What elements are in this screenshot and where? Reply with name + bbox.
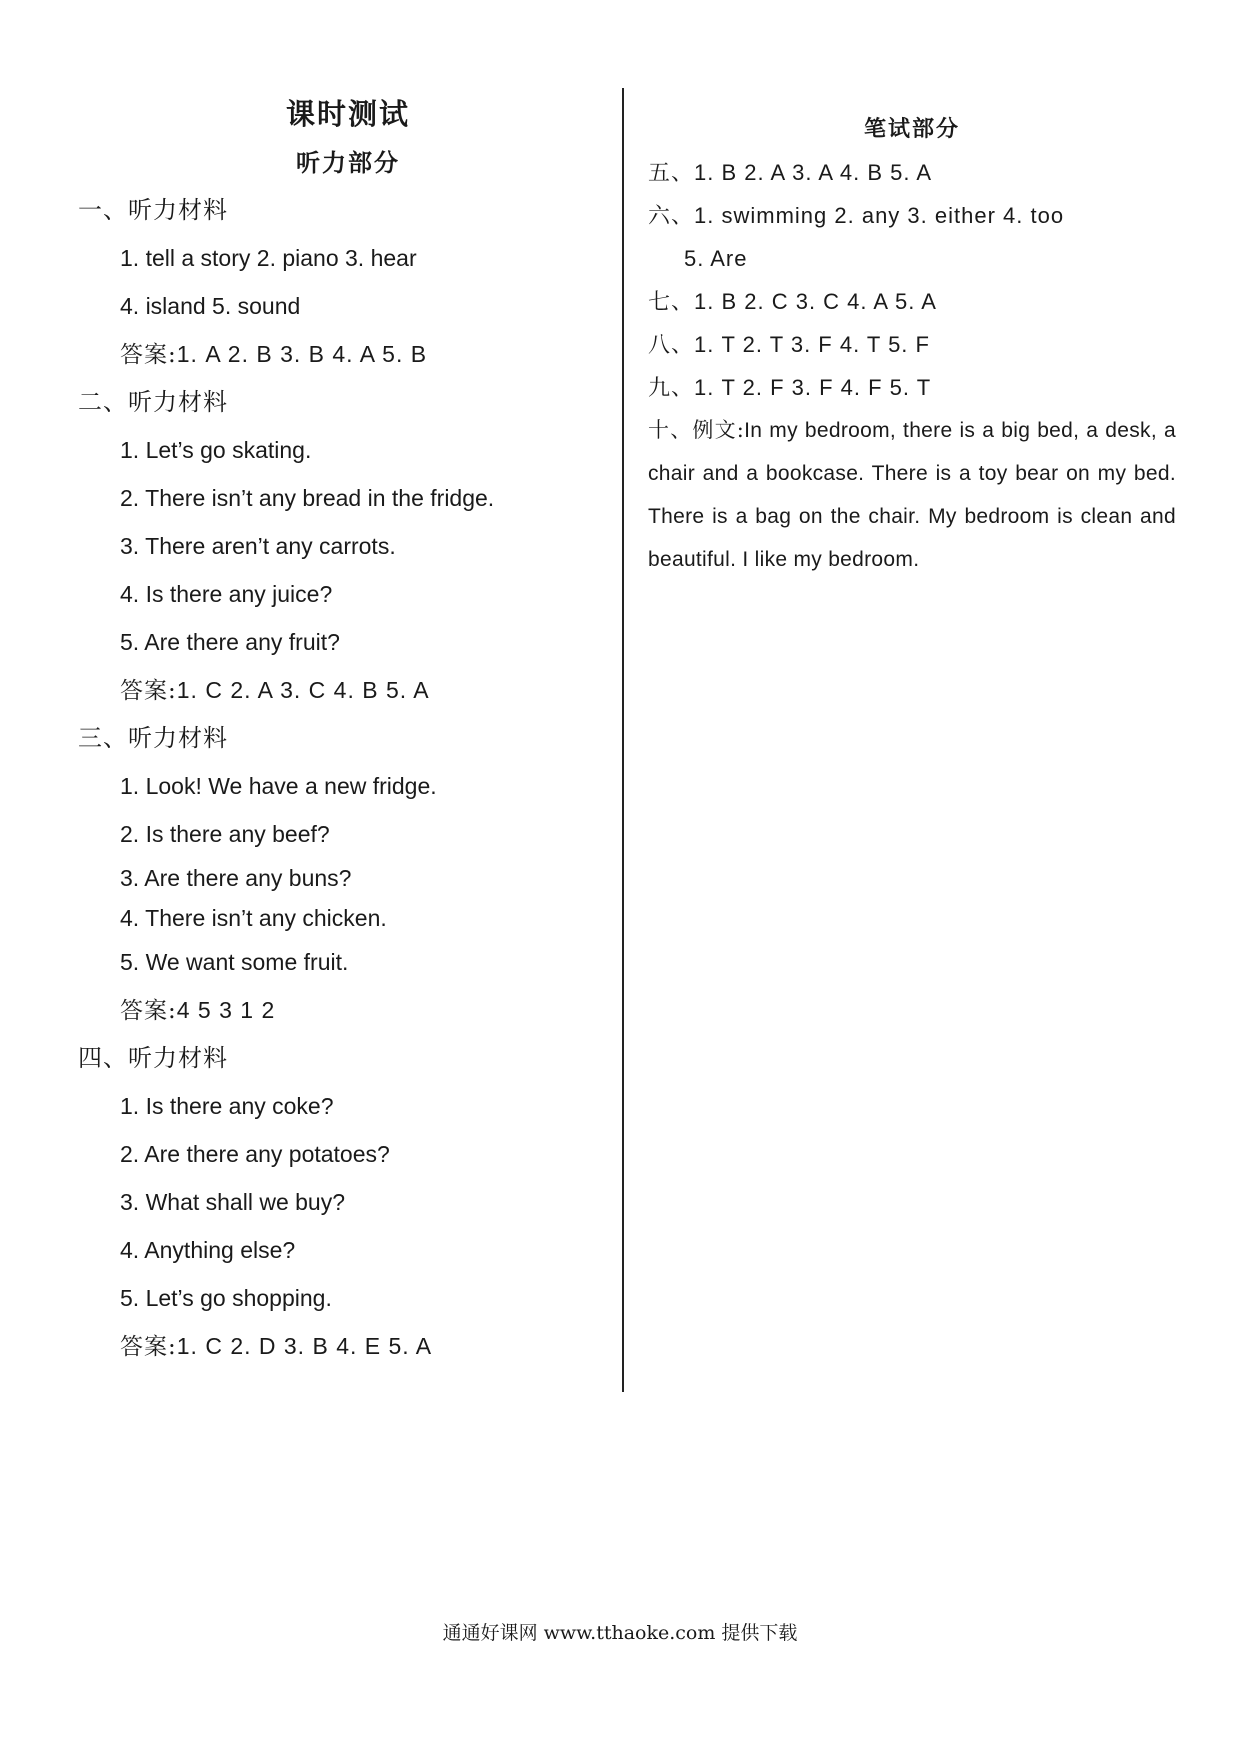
written-answer-9 — [648, 366, 1176, 409]
material-line: 3. There aren’t any carrots. — [120, 533, 396, 559]
item-answer: 1. B 2. C 3. C 4. A 5. A — [694, 289, 937, 314]
written-answer-6 — [648, 194, 1176, 237]
answer-text: 1. A 2. B 3. B 4. A 5. B — [176, 341, 428, 367]
listening-section-3 — [78, 714, 618, 1034]
answer-label: 答案: — [120, 342, 177, 368]
listening-column — [78, 92, 618, 1370]
material-line: 1. Look! We have a new fridge. — [120, 773, 437, 799]
item-number: 六、 — [648, 204, 695, 229]
written-answer-6-continued: 5. Are — [684, 246, 748, 271]
material-line: 1. Let’s go skating. — [120, 437, 312, 463]
item-answer: 1. T 2. T 3. F 4. T 5. F — [694, 332, 930, 357]
answer-label: 答案: — [120, 1334, 177, 1360]
material-line: 1. Is there any coke? — [120, 1093, 334, 1119]
column-divider — [622, 88, 624, 1392]
section-heading: 二、听力材料 — [78, 388, 228, 416]
material-line: 4. Anything else? — [120, 1237, 296, 1263]
answer-text: 1. C 2. A 3. C 4. B 5. A — [176, 677, 430, 703]
listening-section-2 — [78, 378, 618, 714]
material-line: 5. We want some fruit. — [120, 949, 349, 975]
listening-section-1 — [78, 186, 618, 378]
item-number: 七、 — [648, 290, 695, 315]
written-answer-7 — [648, 280, 1176, 323]
written-subtitle: 笔试部分 — [863, 117, 960, 142]
item-number: 八、 — [648, 333, 695, 358]
answer-text: 4 5 3 1 2 — [176, 997, 276, 1023]
item-answer: 1. B 2. A 3. A 4. B 5. A — [694, 160, 933, 185]
section-heading: 三、听力材料 — [78, 724, 228, 752]
item-number: 五、 — [648, 161, 695, 186]
answer-line — [78, 330, 618, 378]
material-line: 4. There isn’t any chicken. — [120, 905, 387, 931]
material-line: 5. Let’s go shopping. — [120, 1285, 332, 1311]
written-answer-8 — [648, 323, 1176, 366]
page-title: 课时测试 — [285, 97, 410, 131]
item-number: 九、 — [648, 376, 695, 401]
section-heading: 一、听力材料 — [78, 196, 228, 224]
material-line: 1. tell a story 2. piano 3. hear — [120, 245, 417, 271]
written-column — [648, 112, 1176, 581]
material-line: 3. What shall we buy? — [120, 1189, 346, 1215]
page-footer: 通通好课网 www.tthaoke.com 提供下载 — [442, 1622, 798, 1644]
answer-text: 1. C 2. D 3. B 4. E 5. A — [176, 1333, 433, 1359]
item-answer: 1. swimming 2. any 3. either 4. too — [694, 203, 1065, 228]
essay-text: In my bedroom, there is a big bed, a desk, a chair and a bookcase. There is a toy bear on my bed. There is a bag on the chair. My bedroom is clean and beautiful. I like my bedroom. — [648, 419, 1176, 571]
answer-label: 答案: — [120, 678, 177, 704]
section-heading: 四、听力材料 — [78, 1044, 228, 1072]
answer-line — [78, 666, 618, 714]
material-line: 2. Are there any potatoes? — [120, 1141, 390, 1167]
listening-section-4 — [78, 1034, 618, 1370]
written-answer-5 — [648, 151, 1176, 194]
material-line: 5. Are there any fruit? — [120, 629, 340, 655]
material-line: 3. Are there any buns? — [120, 865, 352, 891]
listening-subtitle: 听力部分 — [296, 149, 400, 177]
sample-essay — [648, 409, 1176, 581]
answer-line — [78, 986, 618, 1034]
answer-line — [78, 1322, 618, 1370]
material-line: 4. Is there any juice? — [120, 581, 333, 607]
item-answer: 1. T 2. F 3. F 4. F 5. T — [694, 375, 932, 400]
essay-label: 十、例文: — [648, 418, 745, 442]
material-line: 4. island 5. sound — [120, 293, 301, 319]
material-line: 2. There isn’t any bread in the fridge. — [120, 485, 495, 511]
material-line: 2. Is there any beef? — [120, 821, 330, 847]
answer-label: 答案: — [120, 998, 177, 1024]
